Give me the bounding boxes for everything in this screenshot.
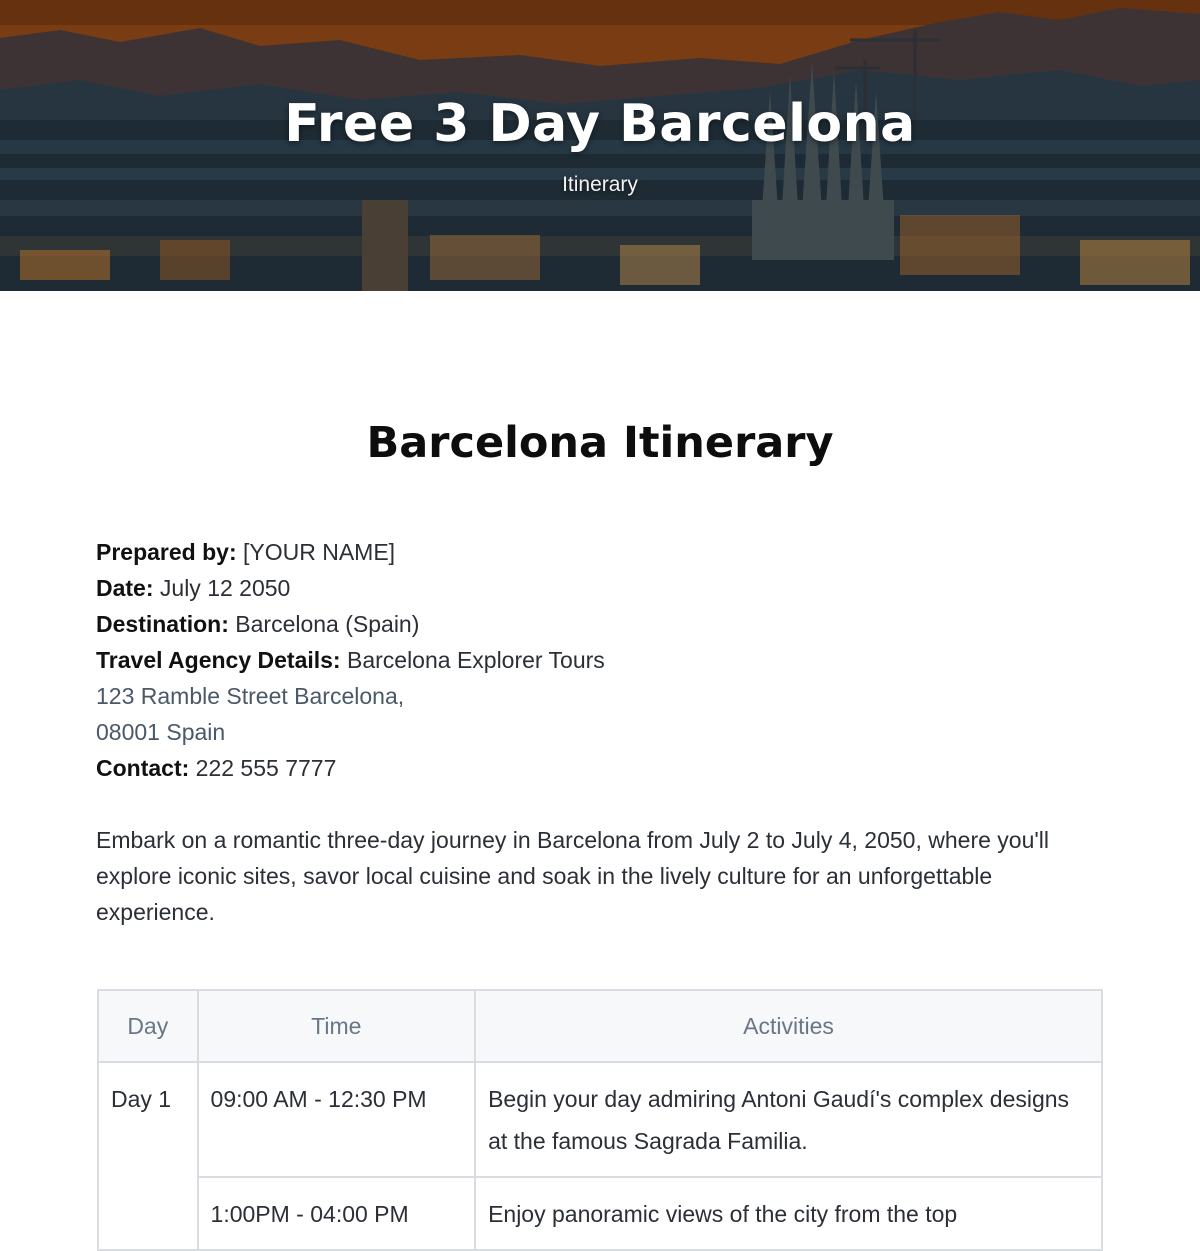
destination-value: Barcelona (Spain) <box>235 611 420 637</box>
banner-subtitle: Itinerary <box>562 173 638 196</box>
activity-cell: Enjoy panoramic views of the city from the top <box>475 1177 1102 1250</box>
header-day: Day <box>98 990 198 1062</box>
date-row <box>96 570 1106 606</box>
prepared-by-value: [YOUR NAME] <box>243 539 396 565</box>
intro-paragraph: Embark on a romantic three-day journey in Barcelona from July 2 to July 4, 2050, where you'll explore iconic sites, savor local cuisine and soak in the lively culture for an unforgettable experience. <box>96 827 1049 925</box>
agency-label: Travel Agency Details: <box>96 647 341 673</box>
date-value: July 12 2050 <box>159 575 291 601</box>
date-label: Date: <box>96 575 154 601</box>
table-row <box>98 1177 1102 1250</box>
itinerary-details <box>96 534 1106 786</box>
time-cell: 09:00 AM - 12:30 PM <box>198 1062 476 1177</box>
agency-value: Barcelona Explorer Tours <box>346 647 605 673</box>
prepared-by-row <box>96 534 1106 570</box>
destination-row <box>96 606 1106 642</box>
document-title: Barcelona Itinerary <box>366 418 834 468</box>
destination-label: Destination: <box>96 611 229 637</box>
agency-row <box>96 642 1106 678</box>
contact-row <box>96 750 1106 786</box>
header-activities: Activities <box>475 990 1102 1062</box>
activity-cell: Begin your day admiring Antoni Gaudí's complex designs at the famous Sagrada Familia. <box>475 1062 1102 1177</box>
address-line-2: 08001 Spain <box>96 719 226 745</box>
table-header-row <box>98 990 1102 1062</box>
contact-label: Contact: <box>96 755 190 781</box>
header-time: Time <box>198 990 476 1062</box>
table-row <box>98 1062 1102 1177</box>
contact-value: 222 555 7777 <box>195 755 337 781</box>
itinerary-table <box>97 989 1103 1251</box>
banner-title: Free 3 Day Barcelona <box>284 94 916 154</box>
prepared-by-label: Prepared by: <box>96 539 237 565</box>
address-line-1: 123 Ramble Street Barcelona, <box>96 683 405 709</box>
time-cell: 1:00PM - 04:00 PM <box>198 1177 476 1250</box>
day-cell: Day 1 <box>98 1062 198 1250</box>
header-banner <box>0 0 1200 291</box>
